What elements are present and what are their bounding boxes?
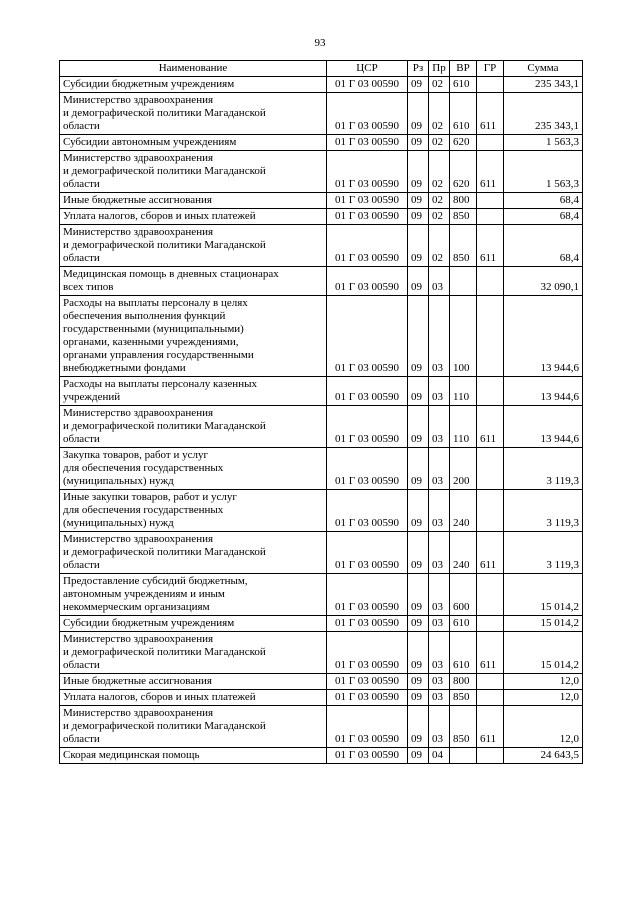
table-row bbox=[60, 193, 583, 209]
cell-vr: 240 bbox=[450, 490, 477, 532]
cell-name: Иные бюджетные ассигнования bbox=[60, 674, 327, 690]
table-row bbox=[60, 406, 583, 448]
table-row bbox=[60, 77, 583, 93]
cell-sum: 15 014,2 bbox=[504, 616, 583, 632]
cell-vr: 110 bbox=[450, 377, 477, 406]
cell-vr: 620 bbox=[450, 135, 477, 151]
cell-vr: 850 bbox=[450, 690, 477, 706]
cell-vr: 110 bbox=[450, 406, 477, 448]
cell-pr: 02 bbox=[429, 135, 450, 151]
cell-pr: 03 bbox=[429, 296, 450, 377]
table-row bbox=[60, 135, 583, 151]
cell-name: Субсидии бюджетным учреждениям bbox=[60, 616, 327, 632]
table-row bbox=[60, 632, 583, 674]
cell-name: Расходы на выплаты персоналу в целях обеспечения выполнения функций государственными (муниципальными) органами, казенными учреждениями, органами управления государственными внебюджетными фондами bbox=[60, 296, 327, 377]
table-row bbox=[60, 706, 583, 748]
table-row bbox=[60, 574, 583, 616]
cell-sum: 3 119,3 bbox=[504, 532, 583, 574]
cell-csr: 01 Г 03 00590 bbox=[327, 748, 408, 764]
cell-csr: 01 Г 03 00590 bbox=[327, 690, 408, 706]
cell-pr: 03 bbox=[429, 377, 450, 406]
cell-name: Скорая медицинская помощь bbox=[60, 748, 327, 764]
cell-name: Министерство здравоохранения и демографической политики Магаданской области bbox=[60, 225, 327, 267]
cell-name: Министерство здравоохранения и демографической политики Магаданской области bbox=[60, 706, 327, 748]
cell-csr: 01 Г 03 00590 bbox=[327, 532, 408, 574]
cell-sum: 1 563,3 bbox=[504, 151, 583, 193]
cell-gr bbox=[477, 616, 504, 632]
cell-pr: 02 bbox=[429, 151, 450, 193]
cell-pr: 02 bbox=[429, 225, 450, 267]
page-number: 93 bbox=[314, 37, 326, 49]
column-header-pr: Пр bbox=[429, 61, 450, 77]
cell-name: Иные бюджетные ассигнования bbox=[60, 193, 327, 209]
cell-gr bbox=[477, 209, 504, 225]
cell-rz: 09 bbox=[408, 532, 429, 574]
cell-sum: 68,4 bbox=[504, 193, 583, 209]
cell-vr: 610 bbox=[450, 93, 477, 135]
cell-name: Уплата налогов, сборов и иных платежей bbox=[60, 209, 327, 225]
cell-pr: 02 bbox=[429, 77, 450, 93]
cell-gr bbox=[477, 296, 504, 377]
cell-csr: 01 Г 03 00590 bbox=[327, 77, 408, 93]
cell-gr: 611 bbox=[477, 632, 504, 674]
cell-sum: 68,4 bbox=[504, 209, 583, 225]
cell-sum: 13 944,6 bbox=[504, 296, 583, 377]
cell-rz: 09 bbox=[408, 135, 429, 151]
table-row bbox=[60, 448, 583, 490]
cell-pr: 03 bbox=[429, 490, 450, 532]
table-row bbox=[60, 674, 583, 690]
cell-sum: 13 944,6 bbox=[504, 377, 583, 406]
cell-name: Расходы на выплаты персоналу казенных учреждений bbox=[60, 377, 327, 406]
cell-name: Закупка товаров, работ и услуг для обеспечения государственных (муниципальных) нужд bbox=[60, 448, 327, 490]
cell-sum: 3 119,3 bbox=[504, 490, 583, 532]
cell-gr bbox=[477, 267, 504, 296]
cell-rz: 09 bbox=[408, 209, 429, 225]
cell-rz: 09 bbox=[408, 151, 429, 193]
cell-name: Министерство здравоохранения и демографической политики Магаданской области bbox=[60, 93, 327, 135]
cell-gr: 611 bbox=[477, 532, 504, 574]
cell-sum: 3 119,3 bbox=[504, 448, 583, 490]
table-row bbox=[60, 151, 583, 193]
column-header-rz: Рз bbox=[408, 61, 429, 77]
cell-gr bbox=[477, 490, 504, 532]
cell-pr: 03 bbox=[429, 632, 450, 674]
cell-csr: 01 Г 03 00590 bbox=[327, 616, 408, 632]
table-row bbox=[60, 748, 583, 764]
cell-sum: 68,4 bbox=[504, 225, 583, 267]
cell-rz: 09 bbox=[408, 93, 429, 135]
cell-rz: 09 bbox=[408, 377, 429, 406]
cell-rz: 09 bbox=[408, 632, 429, 674]
cell-pr: 03 bbox=[429, 406, 450, 448]
cell-csr: 01 Г 03 00590 bbox=[327, 225, 408, 267]
cell-csr: 01 Г 03 00590 bbox=[327, 406, 408, 448]
table-row bbox=[60, 690, 583, 706]
table-row bbox=[60, 616, 583, 632]
cell-csr: 01 Г 03 00590 bbox=[327, 674, 408, 690]
cell-sum: 13 944,6 bbox=[504, 406, 583, 448]
cell-name: Иные закупки товаров, работ и услуг для обеспечения государственных (муниципальных) нужд bbox=[60, 490, 327, 532]
cell-gr bbox=[477, 574, 504, 616]
cell-vr bbox=[450, 748, 477, 764]
column-header-gr: ГР bbox=[477, 61, 504, 77]
cell-sum: 1 563,3 bbox=[504, 135, 583, 151]
cell-csr: 01 Г 03 00590 bbox=[327, 706, 408, 748]
cell-rz: 09 bbox=[408, 225, 429, 267]
cell-rz: 09 bbox=[408, 193, 429, 209]
column-header-sum: Сумма bbox=[504, 61, 583, 77]
cell-pr: 03 bbox=[429, 574, 450, 616]
cell-pr: 03 bbox=[429, 616, 450, 632]
cell-csr: 01 Г 03 00590 bbox=[327, 193, 408, 209]
cell-rz: 09 bbox=[408, 690, 429, 706]
cell-rz: 09 bbox=[408, 490, 429, 532]
cell-name: Министерство здравоохранения и демографической политики Магаданской области bbox=[60, 406, 327, 448]
cell-vr: 200 bbox=[450, 448, 477, 490]
cell-sum: 15 014,2 bbox=[504, 574, 583, 616]
cell-gr bbox=[477, 690, 504, 706]
cell-gr bbox=[477, 674, 504, 690]
cell-csr: 01 Г 03 00590 bbox=[327, 93, 408, 135]
budget-table bbox=[59, 60, 583, 764]
cell-sum: 32 090,1 bbox=[504, 267, 583, 296]
cell-rz: 09 bbox=[408, 406, 429, 448]
cell-vr: 850 bbox=[450, 209, 477, 225]
table-row bbox=[60, 267, 583, 296]
cell-pr: 03 bbox=[429, 674, 450, 690]
cell-rz: 09 bbox=[408, 706, 429, 748]
cell-gr bbox=[477, 748, 504, 764]
cell-csr: 01 Г 03 00590 bbox=[327, 135, 408, 151]
cell-pr: 03 bbox=[429, 690, 450, 706]
cell-csr: 01 Г 03 00590 bbox=[327, 448, 408, 490]
cell-pr: 03 bbox=[429, 267, 450, 296]
cell-vr: 100 bbox=[450, 296, 477, 377]
cell-pr: 03 bbox=[429, 532, 450, 574]
cell-sum: 24 643,5 bbox=[504, 748, 583, 764]
cell-rz: 09 bbox=[408, 448, 429, 490]
cell-csr: 01 Г 03 00590 bbox=[327, 209, 408, 225]
table-row bbox=[60, 225, 583, 267]
cell-pr: 03 bbox=[429, 706, 450, 748]
cell-vr bbox=[450, 267, 477, 296]
cell-sum: 235 343,1 bbox=[504, 93, 583, 135]
table-row bbox=[60, 296, 583, 377]
cell-vr: 850 bbox=[450, 225, 477, 267]
cell-csr: 01 Г 03 00590 bbox=[327, 377, 408, 406]
cell-rz: 09 bbox=[408, 77, 429, 93]
cell-name: Министерство здравоохранения и демографической политики Магаданской области bbox=[60, 532, 327, 574]
cell-rz: 09 bbox=[408, 574, 429, 616]
cell-csr: 01 Г 03 00590 bbox=[327, 490, 408, 532]
cell-sum: 235 343,1 bbox=[504, 77, 583, 93]
column-header-csr: ЦСР bbox=[327, 61, 408, 77]
table-row bbox=[60, 209, 583, 225]
cell-sum: 15 014,2 bbox=[504, 632, 583, 674]
table-row bbox=[60, 532, 583, 574]
cell-csr: 01 Г 03 00590 bbox=[327, 574, 408, 616]
cell-pr: 02 bbox=[429, 193, 450, 209]
cell-name: Уплата налогов, сборов и иных платежей bbox=[60, 690, 327, 706]
cell-pr: 04 bbox=[429, 748, 450, 764]
cell-rz: 09 bbox=[408, 296, 429, 377]
table-body bbox=[60, 77, 583, 764]
cell-gr: 611 bbox=[477, 225, 504, 267]
cell-rz: 09 bbox=[408, 674, 429, 690]
cell-gr: 611 bbox=[477, 706, 504, 748]
cell-gr: 611 bbox=[477, 93, 504, 135]
cell-vr: 610 bbox=[450, 632, 477, 674]
cell-rz: 09 bbox=[408, 616, 429, 632]
cell-sum: 12,0 bbox=[504, 690, 583, 706]
cell-vr: 800 bbox=[450, 193, 477, 209]
cell-gr: 611 bbox=[477, 151, 504, 193]
cell-rz: 09 bbox=[408, 748, 429, 764]
cell-pr: 03 bbox=[429, 448, 450, 490]
cell-csr: 01 Г 03 00590 bbox=[327, 151, 408, 193]
cell-name: Министерство здравоохранения и демографической политики Магаданской области bbox=[60, 632, 327, 674]
cell-name: Субсидии бюджетным учреждениям bbox=[60, 77, 327, 93]
cell-csr: 01 Г 03 00590 bbox=[327, 296, 408, 377]
cell-gr bbox=[477, 448, 504, 490]
cell-name: Министерство здравоохранения и демографической политики Магаданской области bbox=[60, 151, 327, 193]
cell-pr: 02 bbox=[429, 93, 450, 135]
cell-csr: 01 Г 03 00590 bbox=[327, 632, 408, 674]
cell-vr: 600 bbox=[450, 574, 477, 616]
cell-gr bbox=[477, 77, 504, 93]
cell-name: Субсидии автономным учреждениям bbox=[60, 135, 327, 151]
cell-sum: 12,0 bbox=[504, 706, 583, 748]
cell-gr bbox=[477, 135, 504, 151]
cell-name: Предоставление субсидий бюджетным, автономным учреждениям и иным некоммерческим организациям bbox=[60, 574, 327, 616]
cell-csr: 01 Г 03 00590 bbox=[327, 267, 408, 296]
table-row bbox=[60, 377, 583, 406]
column-header-name: Наименование bbox=[60, 61, 327, 77]
cell-vr: 240 bbox=[450, 532, 477, 574]
cell-gr bbox=[477, 377, 504, 406]
cell-vr: 850 bbox=[450, 706, 477, 748]
cell-vr: 610 bbox=[450, 616, 477, 632]
cell-vr: 610 bbox=[450, 77, 477, 93]
table-header-row bbox=[60, 61, 583, 77]
cell-vr: 800 bbox=[450, 674, 477, 690]
cell-gr bbox=[477, 193, 504, 209]
table-row bbox=[60, 490, 583, 532]
cell-rz: 09 bbox=[408, 267, 429, 296]
column-header-vr: ВР bbox=[450, 61, 477, 77]
cell-sum: 12,0 bbox=[504, 674, 583, 690]
table-row bbox=[60, 93, 583, 135]
cell-gr: 611 bbox=[477, 406, 504, 448]
cell-pr: 02 bbox=[429, 209, 450, 225]
cell-vr: 620 bbox=[450, 151, 477, 193]
cell-name: Медицинская помощь в дневных стационарах всех типов bbox=[60, 267, 327, 296]
